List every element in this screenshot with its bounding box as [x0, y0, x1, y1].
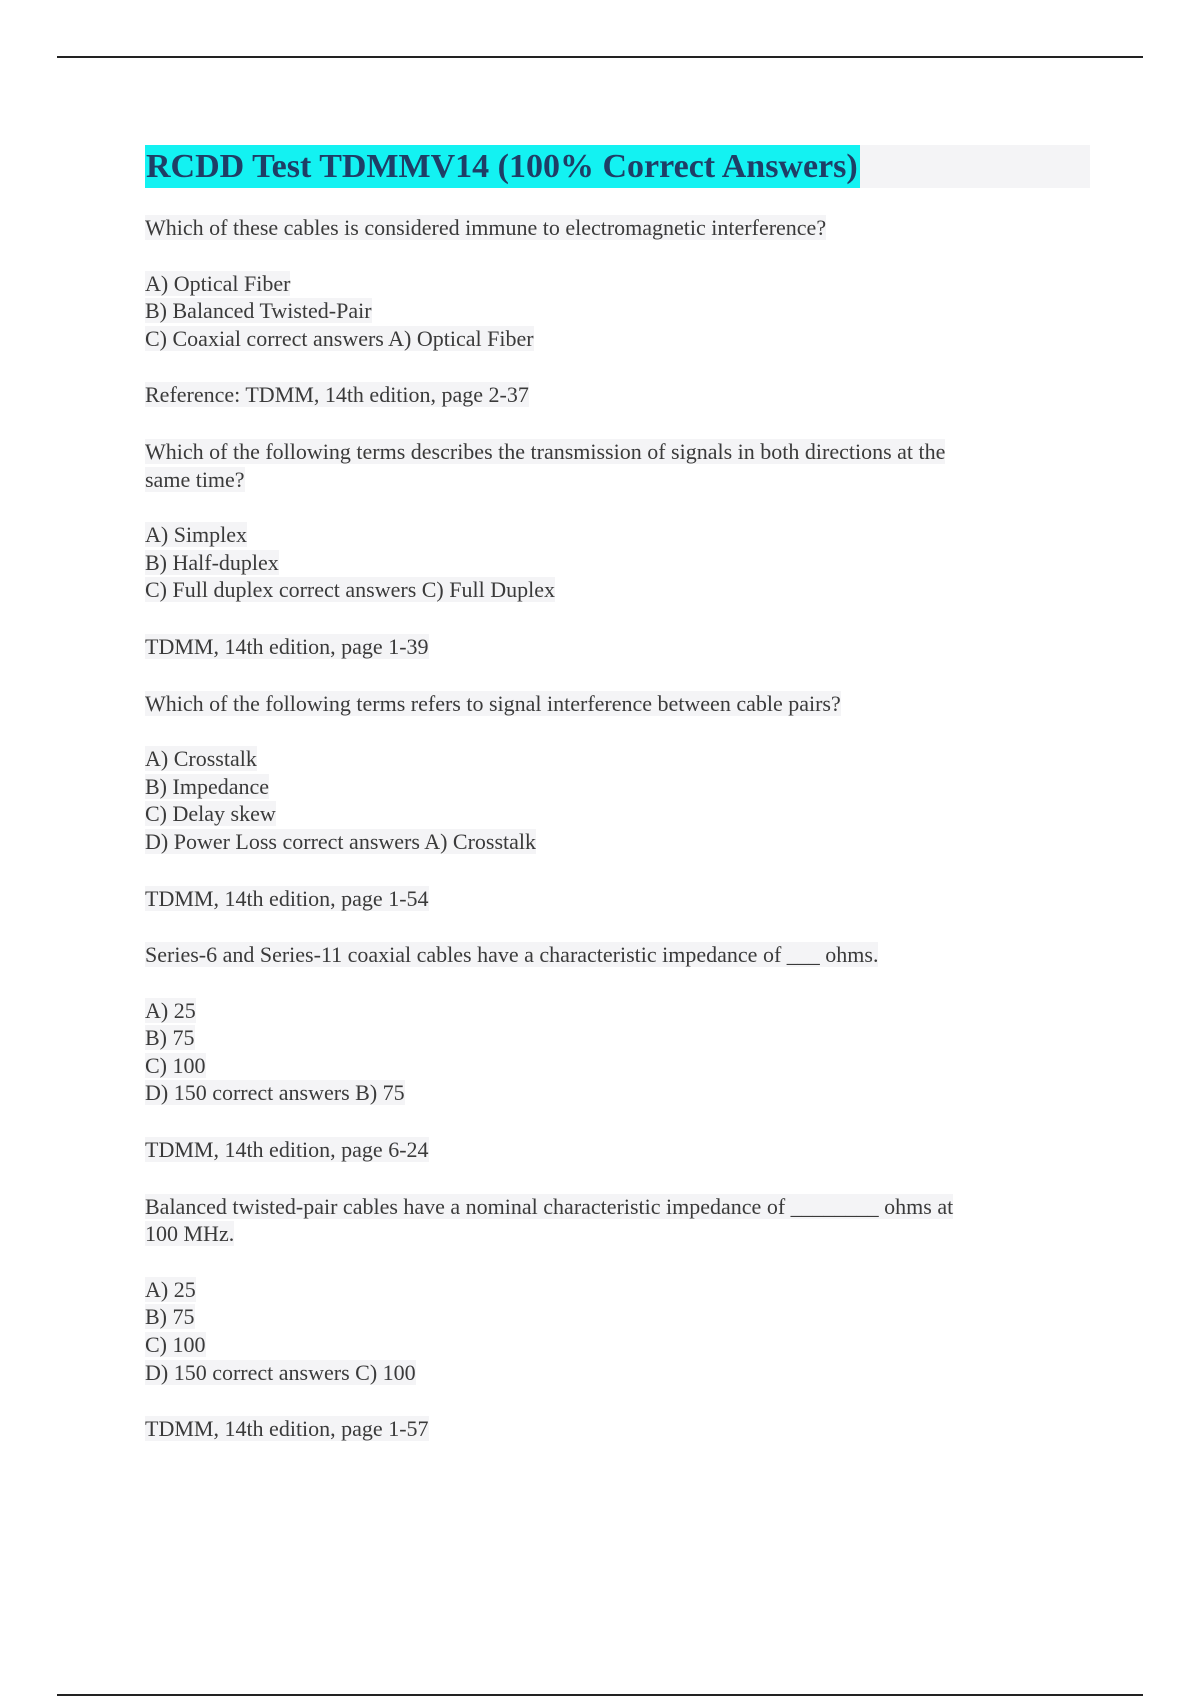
answer-option: B) 75: [145, 1304, 195, 1330]
reference-text: TDMM, 14th edition, page 1-54: [145, 885, 429, 911]
answer-option: B) Impedance: [145, 773, 269, 799]
question-line: 100 MHz.: [145, 1221, 235, 1247]
answer-option: A) Optical Fiber: [145, 270, 291, 296]
answer-option: C) 100: [145, 1052, 206, 1078]
footer-rule: [57, 1694, 1143, 1696]
question-text: [145, 214, 1090, 242]
question-block-5: [145, 1193, 1090, 1443]
answer-option: C) Coaxial correct answers A) Optical Fiber: [145, 325, 534, 351]
reference-text: TDMM, 14th edition, page 1-39: [145, 633, 429, 659]
answer-option: A) Crosstalk: [145, 746, 257, 772]
question-line: Which of the following terms refers to signal interference between cable pairs?: [145, 690, 841, 716]
answer-option: B) Half-duplex: [145, 549, 279, 575]
title-band: [145, 145, 1090, 188]
question-block-3: [145, 690, 1090, 942]
document-title: RCDD Test TDMMV14 (100% Correct Answers): [145, 145, 860, 188]
answer-option: A) Simplex: [145, 522, 248, 548]
question-text: [145, 1220, 1090, 1248]
document-body: [145, 145, 1090, 1443]
answer-option: C) Full duplex correct answers C) Full Duplex: [145, 577, 555, 603]
question-text: [145, 690, 1090, 718]
answer-option: A) 25: [145, 1276, 196, 1302]
question-line: Balanced twisted-pair cables have a nominal characteristic impedance of ________ ohms at: [145, 1193, 954, 1219]
answer-option: C) 100: [145, 1332, 206, 1358]
answer-option: A) 25: [145, 997, 196, 1023]
reference-text: Reference: TDMM, 14th edition, page 2-37: [145, 382, 529, 408]
answer-option: D) 150 correct answers C) 100: [145, 1359, 416, 1385]
reference-text: TDMM, 14th edition, page 1-57: [145, 1416, 429, 1442]
question-line: Which of the following terms describes the transmission of signals in both directions at the: [145, 438, 946, 464]
question-block-1: [145, 214, 1090, 438]
answer-option: D) Power Loss correct answers A) Crosstalk: [145, 828, 537, 854]
reference-text: TDMM, 14th edition, page 6-24: [145, 1137, 429, 1163]
question-line: Which of these cables is considered immune to electromagnetic interference?: [145, 215, 827, 240]
question-text: [145, 1193, 1090, 1221]
answer-option: C) Delay skew: [145, 801, 276, 827]
answer-option: D) 150 correct answers B) 75: [145, 1080, 405, 1106]
question-text: [145, 438, 1090, 466]
answer-option: B) 75: [145, 1025, 195, 1051]
question-text: [145, 466, 1090, 494]
question-text: [145, 941, 1090, 969]
header-rule: [57, 56, 1143, 58]
question-line: same time?: [145, 466, 245, 492]
question-block-4: [145, 941, 1090, 1193]
question-block-2: [145, 438, 1090, 690]
answer-option: B) Balanced Twisted-Pair: [145, 298, 372, 324]
question-line: Series-6 and Series-11 coaxial cables have a characteristic impedance of ___ ohms.: [145, 942, 879, 968]
